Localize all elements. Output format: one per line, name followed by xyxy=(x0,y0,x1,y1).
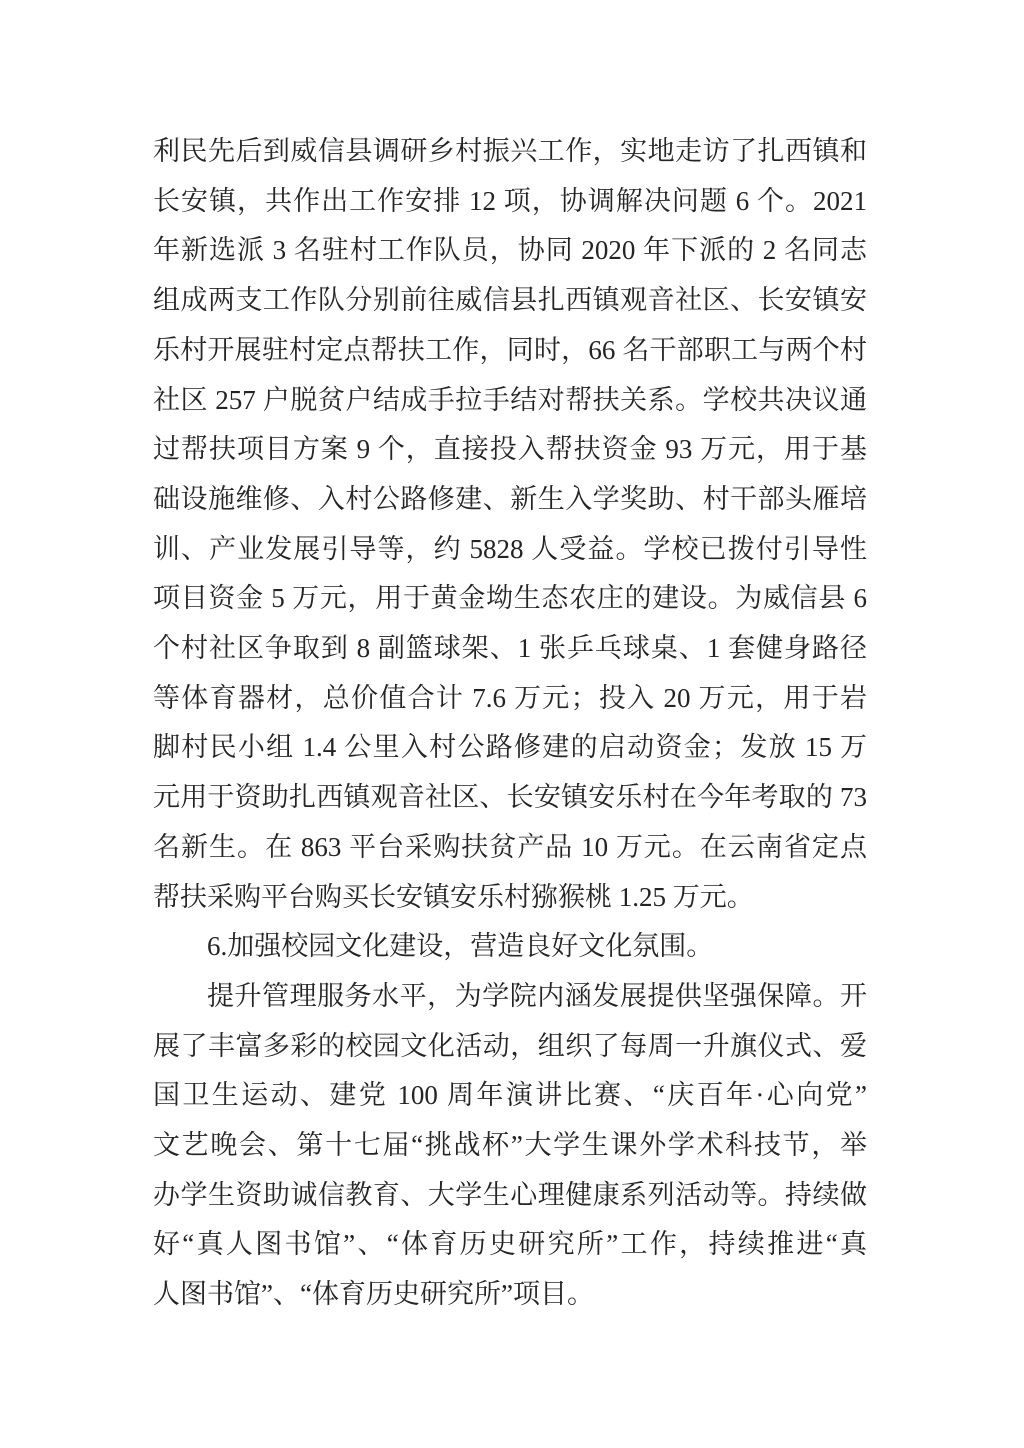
text-line: 过帮扶项目方案 9 个，直接投入帮扶资金 93 万元，用于基 xyxy=(153,434,867,465)
text-line: 等体育器材，总价值合计 7.6 万元；投入 20 万元，用于岩 xyxy=(153,682,867,713)
text-line: 组成两支工作队分别前往威信县扎西镇观音社区、长安镇安 xyxy=(153,285,867,316)
text-line: 础设施维修、入村公路修建、新生入学奖助、村干部头雁培 xyxy=(153,483,867,514)
text-line: 文艺晚会、第十七届“挑战杯”大学生课外学术科技节，举 xyxy=(153,1130,867,1161)
text-line: 提升管理服务水平，为学院内涵发展提供坚强保障。开 xyxy=(207,980,867,1011)
text-line: 年新选派 3 名驻村工作队员，协同 2020 年下派的 2 名同志 xyxy=(153,235,867,266)
text-line: 办学生资助诚信教育、大学生心理健康系列活动等。持续做 xyxy=(153,1179,867,1210)
text-line: 长安镇，共作出工作安排 12 项，协调解决问题 6 个。2021 xyxy=(153,185,867,216)
text-line: 脚村民小组 1.4 公里入村公路修建的启动资金；发放 15 万 xyxy=(153,732,867,763)
text-line: 名新生。在 863 平台采购扶贫产品 10 万元。在云南省定点 xyxy=(153,831,867,862)
text-line: 元用于资助扎西镇观音社区、长安镇安乐村在今年考取的 73 xyxy=(153,782,867,813)
text-line: 社区 257 户脱贫户结成手拉手结对帮扶关系。学校共决议通 xyxy=(153,384,867,415)
text-line: 展了丰富多彩的校园文化活动，组织了每周一升旗仪式、爱 xyxy=(153,1030,867,1061)
text-line: 项目资金 5 万元，用于黄金坳生态农庄的建设。为威信县 6 xyxy=(153,583,867,614)
text-line: 帮扶采购平台购买长安镇安乐村猕猴桃 1.25 万元。 xyxy=(153,881,754,912)
text-line: 6.加强校园文化建设，营造良好文化氛围。 xyxy=(207,931,714,962)
paragraph xyxy=(153,972,867,1320)
paragraph xyxy=(153,922,867,972)
text-line: 个村社区争取到 8 副篮球架、1 张乒乓球桌、1 套健身路径 xyxy=(153,633,867,664)
text-line: 训、产业发展引导等，约 5828 人受益。学校已拨付引导性 xyxy=(153,533,867,564)
paragraph xyxy=(153,127,867,922)
text-line: 好“真人图书馆”、“体育历史研究所”工作，持续推进“真 xyxy=(153,1229,867,1260)
text-line: 乐村开展驻村定点帮扶工作，同时，66 名干部职工与两个村 xyxy=(153,334,867,365)
text-line: 利民先后到威信县调研乡村振兴工作，实地走访了扎西镇和 xyxy=(153,136,867,166)
text-line: 国卫生运动、建党 100 周年演讲比赛、“庆百年·心向党” xyxy=(153,1080,867,1111)
text-line: 人图书馆”、“体育历史研究所”项目。 xyxy=(153,1279,594,1310)
document-body xyxy=(153,127,867,1320)
